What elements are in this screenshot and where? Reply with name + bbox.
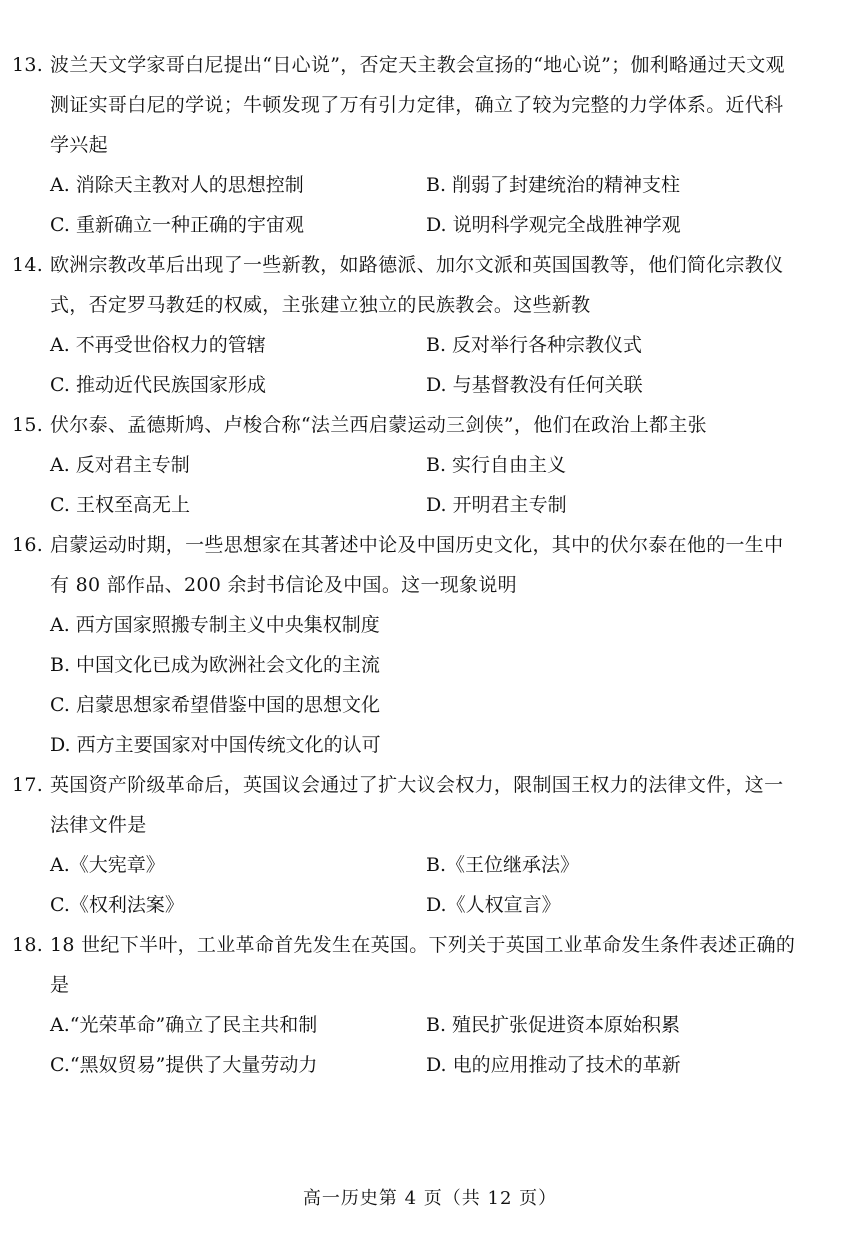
option-d: D. 与基督教没有任何关联	[426, 374, 643, 396]
option-b: B. 中国文化已成为欧洲社会文化的主流	[50, 654, 381, 676]
option-a: A. 消除天主教对人的思想控制	[50, 174, 304, 196]
question-text: 伏尔泰、孟德斯鸠、卢梭合称“法兰西启蒙运动三剑侠”，他们在政治上都主张	[50, 414, 707, 436]
question-stem	[12, 245, 802, 325]
question-15	[12, 405, 802, 525]
option-list	[12, 845, 802, 925]
option-b: B. 实行自由主义	[426, 454, 567, 476]
option-a: A. 反对君主专制	[50, 454, 190, 476]
option-list	[12, 1005, 802, 1085]
option-a: A. 不再受世俗权力的管辖	[50, 334, 266, 356]
option-d: D.《人权宣言》	[426, 894, 561, 916]
question-17	[12, 765, 802, 925]
option-a: A.《大宪章》	[50, 854, 165, 876]
question-18	[12, 925, 802, 1085]
option-d: D. 电的应用推动了技术的革新	[426, 1054, 681, 1076]
question-stem	[12, 45, 802, 165]
question-text: 波兰天文学家哥白尼提出“日心说”，否定天主教会宣扬的“地心说”；伽利略通过天文观测证实哥白尼的学说；牛顿发现了万有引力定律，确立了较为完整的力学体系。近代科学兴起	[50, 54, 785, 156]
option-b: B. 反对举行各种宗教仪式	[426, 334, 643, 356]
page-footer: 高一历史第 4 页（共 12 页）	[302, 1188, 558, 1209]
question-number: 16.	[12, 534, 44, 556]
question-text: 18 世纪下半叶，工业革命首先发生在英国。下列关于英国工业革命发生条件表述正确的是	[50, 934, 796, 996]
option-b: B. 殖民扩张促进资本原始积累	[426, 1014, 681, 1036]
question-stem	[12, 405, 802, 445]
option-c: C. 重新确立一种正确的宇宙观	[50, 214, 304, 236]
question-list	[12, 45, 802, 1085]
option-c: C. 王权至高无上	[50, 494, 190, 516]
option-c: C.《权利法案》	[50, 894, 184, 916]
option-a: A.“光荣革命”确立了民主共和制	[50, 1014, 318, 1036]
question-14	[12, 245, 802, 405]
question-number: 13.	[12, 54, 44, 76]
question-text: 启蒙运动时期，一些思想家在其著述中论及中国历史文化，其中的伏尔泰在他的一生中有 80 部作品、200 余封书信论及中国。这一现象说明	[50, 534, 784, 596]
option-d: D. 开明君主专制	[426, 494, 567, 516]
option-list	[12, 445, 802, 525]
question-number: 18.	[12, 934, 44, 956]
question-stem	[12, 925, 802, 1005]
question-number: 15.	[12, 414, 44, 436]
option-c: C. 启蒙思想家希望借鉴中国的思想文化	[50, 694, 380, 716]
question-number: 14.	[12, 254, 44, 276]
option-c: C. 推动近代民族国家形成	[50, 374, 266, 396]
option-a: A. 西方国家照搬专制主义中央集权制度	[50, 614, 380, 636]
option-list	[12, 605, 802, 765]
question-16	[12, 525, 802, 765]
question-stem	[12, 525, 802, 605]
option-list	[12, 325, 802, 405]
option-b: B.《王位继承法》	[426, 854, 580, 876]
option-d: D. 说明科学观完全战胜神学观	[426, 214, 681, 236]
option-c: C.“黑奴贸易”提供了大量劳动力	[50, 1054, 318, 1076]
question-text: 英国资产阶级革命后，英国议会通过了扩大议会权力，限制国王权力的法律文件，这一法律文件是	[50, 774, 784, 836]
option-list	[12, 165, 802, 245]
question-text: 欧洲宗教改革后出现了一些新教，如路德派、加尔文派和英国国教等，他们简化宗教仪式，否定罗马教廷的权威，主张建立独立的民族教会。这些新教	[50, 254, 784, 316]
question-stem	[12, 765, 802, 845]
question-number: 17.	[12, 774, 44, 796]
option-b: B. 削弱了封建统治的精神支柱	[426, 174, 681, 196]
option-d: D. 西方主要国家对中国传统文化的认可	[50, 734, 381, 756]
question-13	[12, 45, 802, 245]
